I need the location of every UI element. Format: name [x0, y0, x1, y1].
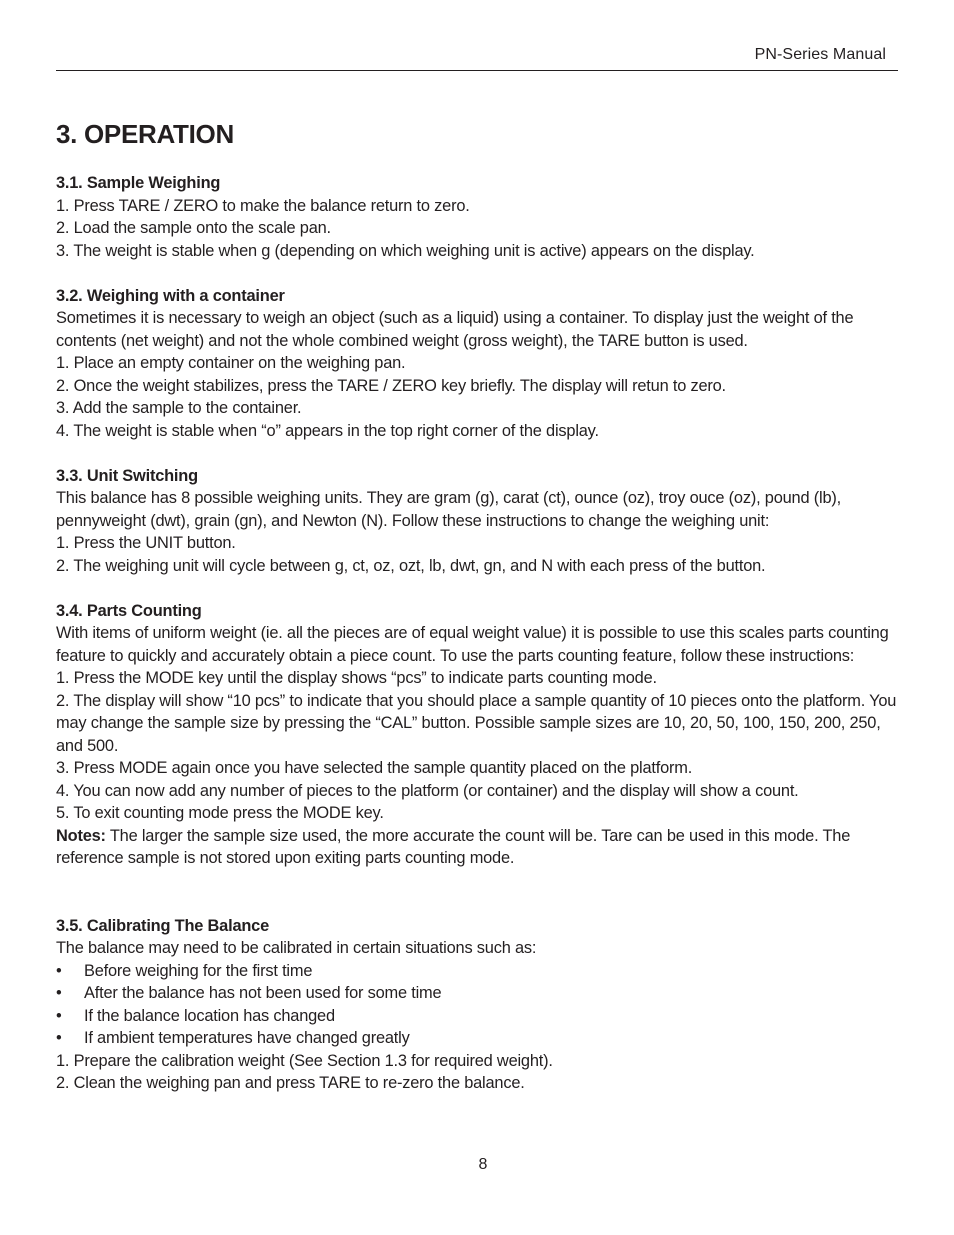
step-item: 3. The weight is stable when g (depending on which weighing unit is active) appears on the display.	[56, 241, 755, 260]
step-item: 2. The display will show “10 pcs” to indicate that you should place a sample quantity of 10 pieces onto the platform. You may change the sample size by pressing the “CAL” button. Possible sample sizes are 10, 20, 50, 100, 150, 200, 250, and 500.	[56, 691, 897, 755]
step-item: 1. Place an empty container on the weighing pan.	[56, 354, 406, 372]
bullet-icon: •	[56, 961, 62, 980]
header-divider	[56, 70, 898, 71]
notes-text: The larger the sample size used, the more accurate the count will be. Tare can be used in this mode. The reference sample is not stored upon exiting parts counting mode.	[56, 826, 851, 867]
section-sample-weighing	[56, 172, 902, 262]
section-heading: 3.2. Weighing with a container	[56, 286, 285, 305]
section-intro: The balance may need to be calibrated in certain situations such as:	[56, 939, 537, 957]
section-heading: 3.3. Unit Switching	[56, 466, 198, 485]
step-item: 2. Once the weight stabilizes, press the TARE / ZERO key briefly. The display will retun to zero.	[56, 376, 726, 395]
section-intro: With items of uniform weight (ie. all the pieces are of equal weight value) it is possible to use this scales parts counting feature to quickly and accurately obtain a piece count. To use the parts counting feature, follow these instructions:	[56, 624, 889, 665]
bullet-item	[56, 960, 902, 983]
section-parts-counting	[56, 600, 902, 870]
section-calibrating-balance	[56, 915, 902, 1095]
step-item: 1. Press the UNIT button.	[56, 534, 236, 552]
bullet-icon: •	[56, 1029, 62, 1047]
bullet-item	[56, 1005, 902, 1028]
bullet-icon: •	[56, 1006, 62, 1025]
section-heading: 3.1. Sample Weighing	[56, 174, 221, 192]
notes-paragraph	[56, 825, 902, 870]
step-item: 1. Press TARE / ZERO to make the balance return to zero.	[56, 196, 470, 215]
section-heading: 3.5. Calibrating The Balance	[56, 916, 270, 935]
step-item: 3. Add the sample to the container.	[56, 399, 302, 417]
bullet-text: If the balance location has changed	[84, 1006, 335, 1025]
bullet-text: After the balance has not been used for some time	[84, 984, 442, 1002]
step-item: 4. You can now add any number of pieces to the platform (or container) and the display will show a count.	[56, 781, 799, 800]
section-intro: Sometimes it is necessary to weigh an object (such as a liquid) using a container. To display just the weight of the contents (net weight) and not the whole combined weight (gross weight), the TARE button is used.	[56, 309, 854, 350]
section-unit-switching	[56, 465, 902, 578]
step-item: 5. To exit counting mode press the MODE key.	[56, 804, 384, 822]
step-item: 2. Clean the weighing pan and press TARE to re-zero the balance.	[56, 1074, 525, 1092]
step-item: 1. Prepare the calibration weight (See Section 1.3 for required weight).	[56, 1051, 553, 1070]
step-item: 2. Load the sample onto the scale pan.	[56, 219, 331, 237]
step-item: 3. Press MODE again once you have selected the sample quantity placed on the platform.	[56, 759, 693, 777]
section-heading: 3.4. Parts Counting	[56, 601, 202, 620]
bullet-item	[56, 1027, 902, 1050]
bullet-item	[56, 982, 902, 1005]
bullet-text: Before weighing for the first time	[84, 961, 313, 980]
bullet-icon: •	[56, 984, 62, 1002]
running-header: PN-Series Manual	[754, 46, 886, 63]
document-body	[56, 172, 902, 1117]
page-title: 3. OPERATION	[56, 119, 234, 149]
step-item: 4. The weight is stable when “o” appears in the top right corner of the display.	[56, 421, 599, 440]
section-intro: This balance has 8 possible weighing units. They are gram (g), carat (ct), ounce (oz), troy ouce (oz), pound (lb), pennyweight (dwt), grain (gn), and Newton (N). Follow these instructions to change the weighing unit:	[56, 489, 841, 530]
page-number: 8	[478, 1156, 488, 1173]
step-item: 1. Press the MODE key until the display shows “pcs” to indicate parts counting mode.	[56, 669, 657, 687]
bullet-text: If ambient temperatures have changed greatly	[84, 1029, 410, 1047]
section-weighing-with-container	[56, 285, 902, 443]
step-item: 2. The weighing unit will cycle between g, ct, oz, ozt, lb, dwt, gn, and N with each press of the button.	[56, 556, 766, 575]
notes-label: Notes:	[56, 826, 106, 845]
